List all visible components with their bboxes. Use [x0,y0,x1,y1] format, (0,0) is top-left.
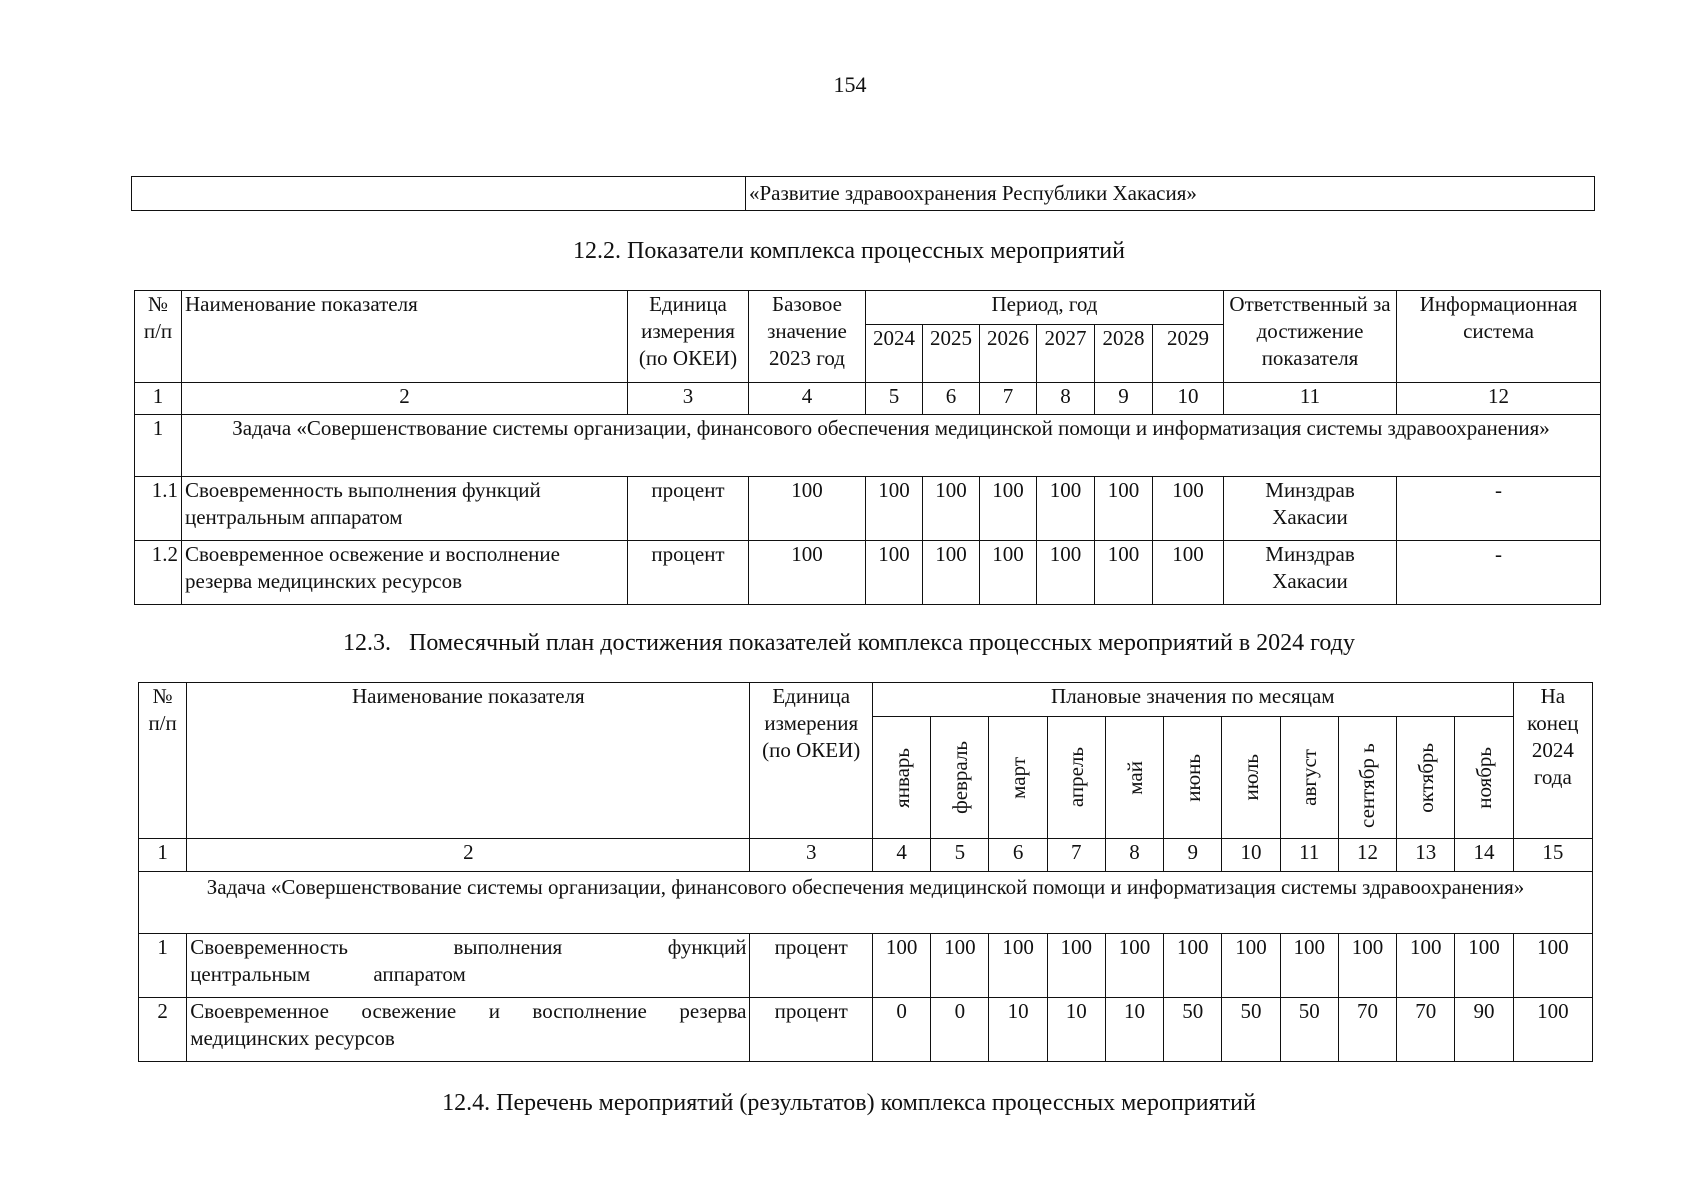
responsible: Минздрав Хакасии [1224,541,1397,605]
task-row [135,415,1601,477]
unit: процент [750,998,873,1062]
column-number: 8 [1105,839,1163,872]
header-year: 2026 [980,325,1037,383]
column-number: 11 [1280,839,1338,872]
month-value: 0 [872,998,930,1062]
header-name: Наименование показателя [187,683,750,839]
header-base: Базовое значение 2023 год [749,291,866,383]
program-banner: «Развитие здравоохранения Республики Хакасия» [746,177,1595,211]
header-num: № п/п [139,683,187,839]
month-value: 100 [872,934,930,998]
month-value: 50 [1164,998,1222,1062]
column-number: 1 [139,839,187,872]
table-row [139,998,1593,1062]
year-value: 100 [866,477,923,541]
year-value: 100 [1037,477,1095,541]
header-year: 2029 [1153,325,1224,383]
month-value: 100 [931,934,989,998]
column-number: 8 [1037,383,1095,415]
column-number: 9 [1164,839,1222,872]
task-title: Задача «Совершенствование системы организации, финансового обеспечения медицинской помощи и информатизация системы здравоохранения» [139,872,1593,934]
header-year: 2027 [1037,325,1095,383]
month-value: 10 [1105,998,1163,1062]
header-month: май [1122,760,1147,795]
base-value: 100 [749,477,866,541]
year-value: 100 [1153,477,1224,541]
header-period: Период, год [866,291,1224,325]
base-value: 100 [749,541,866,605]
header-month-cell [1455,717,1513,839]
column-number: 1 [135,383,182,415]
banner-empty-cell [132,177,746,211]
section-12-2-heading: 12.2. Показатели комплекса процессных мероприятий [572,238,1125,264]
unit: процент [628,541,749,605]
month-value: 100 [1455,934,1513,998]
indicator-name: Своевременность выполнения функций центральным аппаратом [187,934,750,998]
month-value: 100 [1222,934,1280,998]
month-value: 50 [1222,998,1280,1062]
table-row [139,934,1593,998]
header-year: 2025 [923,325,980,383]
column-number: 6 [923,383,980,415]
month-value: 100 [1280,934,1338,998]
header-month: ноябрь [1471,746,1496,809]
column-number: 3 [750,839,873,872]
month-value: 10 [1047,998,1105,1062]
indicator-name: Своевременное освежение и восполнение резерва медицинских ресурсов [182,541,628,605]
column-number: 4 [749,383,866,415]
month-value: 100 [1397,934,1455,998]
header-name: Наименование показателя [182,291,628,383]
column-number: 14 [1455,839,1513,872]
column-number: 12 [1338,839,1396,872]
header-month-cell [872,717,930,839]
header-month-cell [989,717,1047,839]
header-num: № п/п [135,291,182,383]
column-number: 15 [1513,839,1592,872]
table-row [135,541,1601,605]
column-number: 5 [931,839,989,872]
task-title: Задача «Совершенствование системы организации, финансового обеспечения медицинской помощи и информатизация системы здравоохранения» [182,415,1601,477]
column-number: 9 [1095,383,1153,415]
page-number: 154 [833,72,867,97]
unit: процент [628,477,749,541]
header-month: август [1297,749,1322,806]
year-value: 100 [980,477,1037,541]
row-num: 1.1 [135,477,182,541]
column-number: 4 [872,839,930,872]
month-value: 50 [1280,998,1338,1062]
header-month: апрель [1064,747,1089,808]
column-number: 10 [1222,839,1280,872]
header-month-cell [931,717,989,839]
column-number: 6 [989,839,1047,872]
header-month-cell [1164,717,1222,839]
header-unit: Единица измерения (по ОКЕИ) [628,291,749,383]
program-banner-table [131,176,1595,211]
column-number-row [139,839,1593,872]
info-system: - [1397,477,1601,541]
responsible: Минздрав Хакасии [1224,477,1397,541]
task-row [139,872,1593,934]
column-number: 7 [980,383,1037,415]
header-month-cell [1338,717,1396,839]
year-value: 100 [923,541,980,605]
header-month: октябрь [1413,742,1438,813]
year-value: 100 [1153,541,1224,605]
header-month: сентябр ь [1355,742,1380,828]
month-value: 100 [1105,934,1163,998]
header-month-cell [1222,717,1280,839]
header-month: январь [889,747,914,808]
row-num: 1 [139,934,187,998]
monthly-plan-table [138,682,1593,1062]
column-number: 2 [182,383,628,415]
header-year: 2024 [866,325,923,383]
end-of-year-value: 100 [1513,934,1592,998]
header-info-system: Информационная система [1397,291,1601,383]
month-value: 100 [1338,934,1396,998]
task-num: 1 [135,415,182,477]
year-value: 100 [980,541,1037,605]
header-month-cell [1280,717,1338,839]
header-month-cell [1105,717,1163,839]
section-12-3-heading: 12.3. Помесячный план достижения показателей комплекса процессных мероприятий в 2024 году [343,630,1355,656]
header-year: 2028 [1095,325,1153,383]
month-value: 70 [1397,998,1455,1062]
year-value: 100 [1095,477,1153,541]
column-number: 12 [1397,383,1601,415]
year-value: 100 [1037,541,1095,605]
year-value: 100 [1095,541,1153,605]
header-end-of-year: На конец 2024 года [1513,683,1592,839]
row-num: 2 [139,998,187,1062]
column-number: 11 [1224,383,1397,415]
month-value: 70 [1338,998,1396,1062]
header-month: февраль [947,741,972,814]
year-value: 100 [866,541,923,605]
indicator-name: Своевременность выполнения функций центральным аппаратом [182,477,628,541]
header-month: июнь [1180,753,1205,802]
column-number: 3 [628,383,749,415]
column-number-row [135,383,1601,415]
month-value: 0 [931,998,989,1062]
indicator-name: Своевременное освежение и восполнение резерва медицинских ресурсов [187,998,750,1062]
header-month-cell [1047,717,1105,839]
header-month: март [1006,756,1031,799]
header-month-cell [1397,717,1455,839]
column-number: 10 [1153,383,1224,415]
end-of-year-value: 100 [1513,998,1592,1062]
column-number: 7 [1047,839,1105,872]
month-value: 10 [989,998,1047,1062]
column-number: 2 [187,839,750,872]
column-number: 13 [1397,839,1455,872]
indicators-table [134,290,1601,605]
column-number: 5 [866,383,923,415]
header-unit: Единица измерения (по ОКЕИ) [750,683,873,839]
unit: процент [750,934,873,998]
header-month: июль [1239,754,1263,801]
section-12-4-heading: 12.4. Перечень мероприятий (результатов) комплекса процессных мероприятий [442,1090,1256,1116]
year-value: 100 [923,477,980,541]
month-value: 90 [1455,998,1513,1062]
info-system: - [1397,541,1601,605]
header-responsible: Ответственный за достижение показателя [1224,291,1397,383]
table-row [135,477,1601,541]
month-value: 100 [1047,934,1105,998]
month-value: 100 [989,934,1047,998]
header-planned-values: Плановые значения по месяцам [872,683,1513,717]
row-num: 1.2 [135,541,182,605]
month-value: 100 [1164,934,1222,998]
